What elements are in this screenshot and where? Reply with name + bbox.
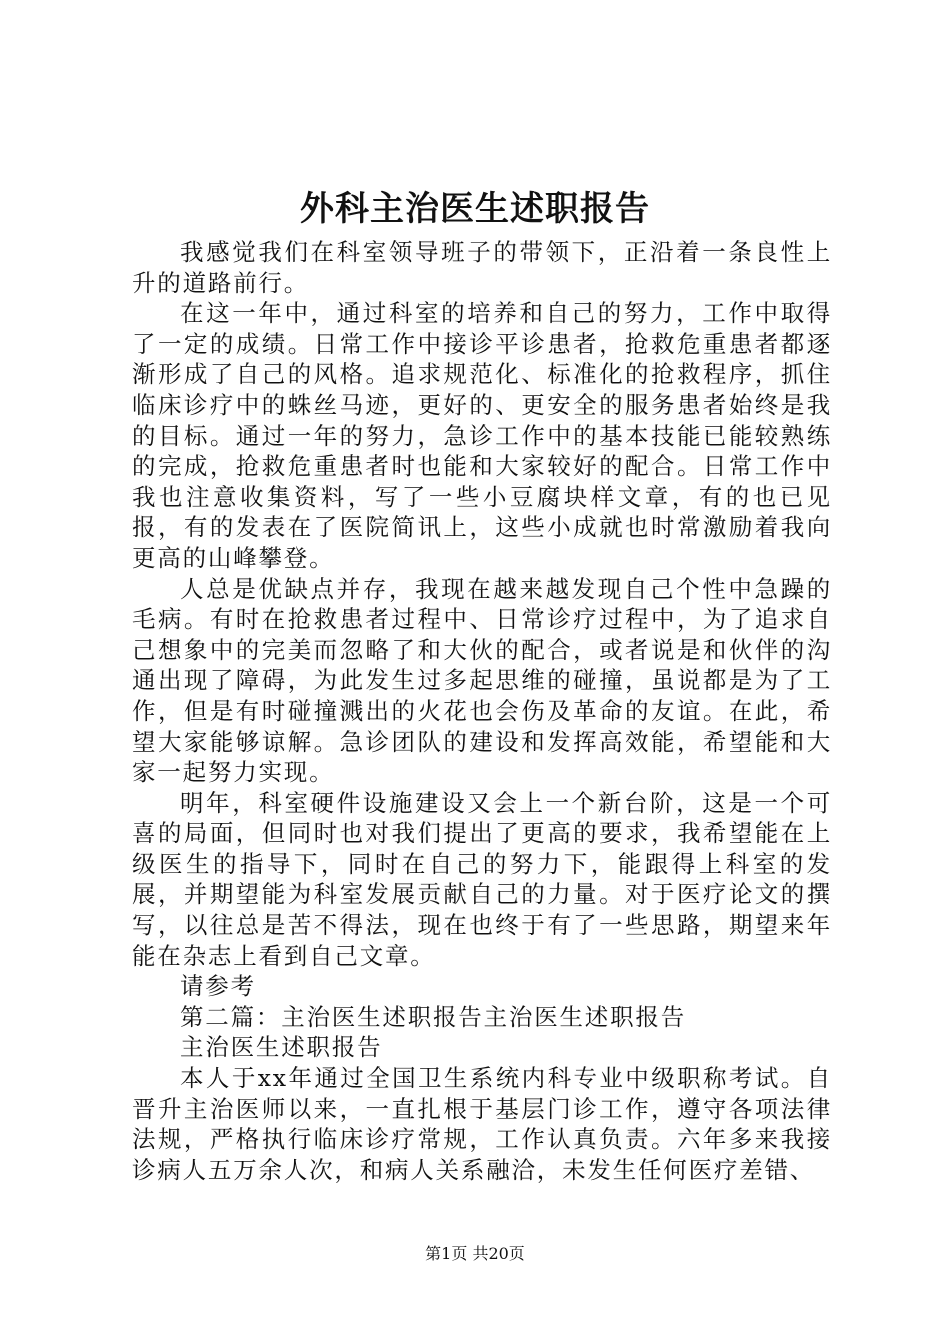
paragraph-3: 人总是优缺点并存，我现在越来越发现自己个性中急躁的毛病。有时在抢救患者过程中、日常诊疗过程中，为了追求自己想象中的完美而忽略了和大伙的配合，或者说是和伙伴的沟通出现了障碍，为此发生过多起思维的碰撞，虽说都是为了工作，但是有时碰撞溅出的火花也会伤及革命的友谊。在此，希望大家能够谅解。急诊团队的建设和发挥高效能，希望能和大家一起努力实现。 [132,574,832,787]
paragraph-1: 我感觉我们在科室领导班子的带领下，正沿着一条良性上升的道路前行。 [132,238,832,297]
document-body [132,237,832,1185]
paragraph-4: 明年，科室硬件设施建设又会上一个新台阶，这是一个可喜的局面，但同时也对我们提出了更高的要求，我希望能在上级医生的指导下，同时在自己的努力下，能跟得上科室的发展，并期望能为科室发展贡献自己的力量。对于医疗论文的撰写，以往总是苦不得法，现在也终于有了一些思路，期望来年能在杂志上看到自己文章。 [132,788,832,970]
paragraph-5: 请参考 [180,972,256,1001]
paragraph-2: 在这一年中，通过科室的培养和自己的努力，工作中取得了一定的成绩。日常工作中接诊平诊患者，抢救危重患者都逐渐形成了自己的风格。追求规范化、标准化的抢救程序，抓住临床诊疗中的蛛丝马迹，更好的、更安全的服务患者始终是我的目标。通过一年的努力，急诊工作中的基本技能已能较熟练的完成，抢救危重患者时也能和大家较好的配合。日常工作中我也注意收集资料，写了一些小豆腐块样文章，有的也已见报，有的发表在了医院简讯上，这些小成就也时常激励着我向更高的山峰攀登。 [132,299,832,572]
paragraph-8: 本人于xx年通过全国卫生系统内科专业中级职称考试。自晋升主治医师以来，一直扎根于基层门诊工作，遵守各项法律法规，严格执行临床诊疗常规，工作认真负责。六年多来我接诊病人五万余人次，和病人关系融洽，未发生任何医疗差错、 [132,1064,832,1184]
paragraph-7: 主治医生述职报告 [180,1033,383,1062]
page-footer: 第1页 共20页 [425,1244,525,1263]
document-title: 外科主治医生述职报告 [300,189,650,229]
paragraph-6: 第二篇：主治医生述职报告主治医生述职报告 [180,1002,686,1031]
